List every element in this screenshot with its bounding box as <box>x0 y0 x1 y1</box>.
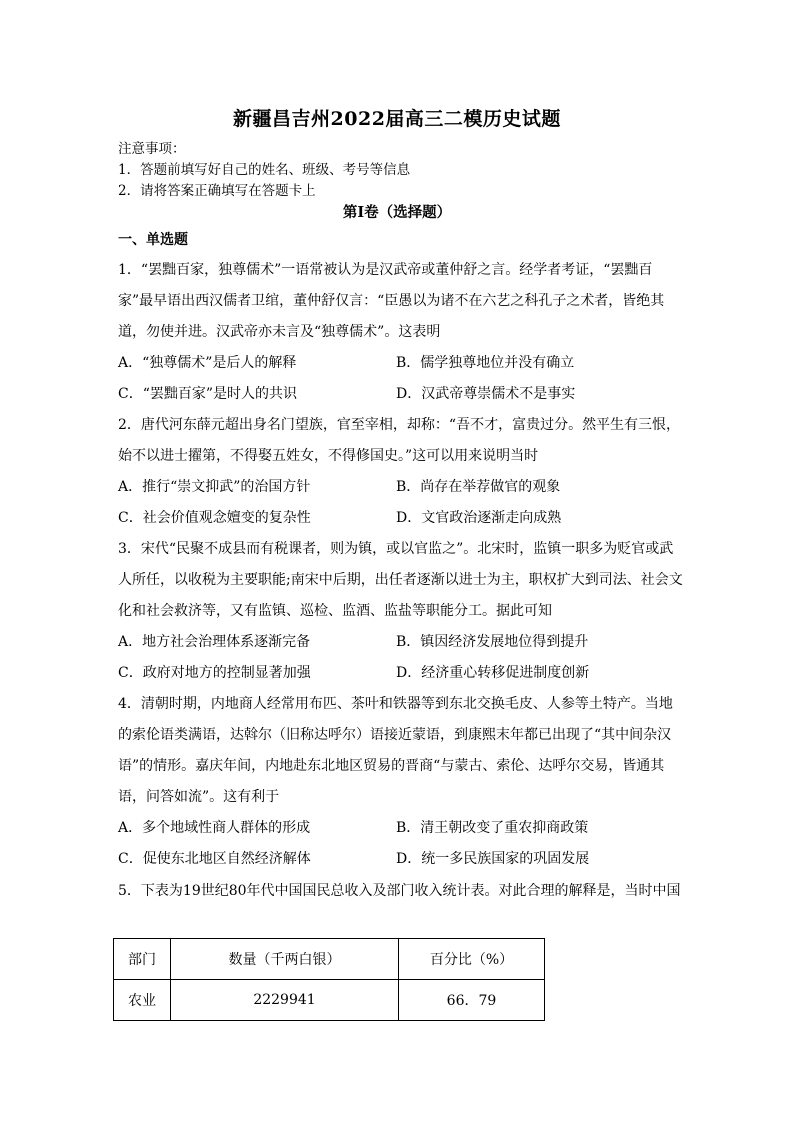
table-header-row <box>114 939 545 980</box>
table-header-cell: 部门 <box>114 939 171 980</box>
question-2-stem: 2．唐代河东薛元超出身名门望族，官至宰相，却称：“吾不才，富贵过分。然平生有三恨，始不以进士擢第，不得娶五姓女，不得修国史。”这可以用来说明当时 <box>118 417 681 464</box>
part-title: 一、单选题 <box>118 232 188 248</box>
notes-block <box>118 139 410 202</box>
option-c: C．“罢黜百家”是时人的共识 <box>118 386 298 402</box>
table-cell: 66．79 <box>399 980 545 1021</box>
option-b: B．儒学独尊地位并没有确立 <box>396 355 575 371</box>
table-cell: 农业 <box>114 980 171 1021</box>
table-header-cell: 数量（千两白银） <box>171 939 399 980</box>
question-5-stem: 5．下表为19世纪80年代中国国民总收入及部门收入统计表。对此合理的解释是，当时中国 <box>118 883 681 899</box>
question-4-stem: 4．清朝时期，内地商人经常用布匹、茶叶和铁器等到东北交换毛皮、人参等土特产。当地的索伦语类满语，达斡尔（旧称达呼尔）语接近蒙语，到康熙末年都已出现了“其中间杂汉语”的情形。嘉庆年间，内地赴东北地区贸易的晋商“与蒙古、索伦、达呼尔交易，皆通其语，问答如流”。这有利于 <box>118 696 673 805</box>
option-c: C．政府对地方的控制显著加强 <box>118 665 311 681</box>
option-a: A．“独尊儒术”是后人的解释 <box>118 355 297 371</box>
option-c: C．社会价值观念嬗变的复杂性 <box>118 510 311 526</box>
question-4-options <box>118 813 684 875</box>
question-1-options <box>118 348 684 410</box>
question-3-stem: 3．宋代“民聚不成县而有税课者，则为镇，或以官监之”。北宋时，监镇一职多为贬官或武人所任，以收税为主要职能;南宋中后期，出任者逐渐以进士为主，职权扩大到司法、社会文化和社会救济等，又有监镇、巡检、监酒、监盐等职能分工。据此可知 <box>118 541 683 619</box>
option-b: B．尚存在举荐做官的观象 <box>396 479 561 495</box>
option-d: D．经济重心转移促进制度创新 <box>396 665 590 681</box>
option-a: A．多个地域性商人群体的形成 <box>118 820 311 836</box>
option-d: D．汉武帝尊崇儒术不是事实 <box>396 386 576 402</box>
question-3-options <box>118 627 684 689</box>
table-cell: 2229941 <box>171 980 399 1021</box>
option-c: C．促使东北地区自然经济解体 <box>118 851 311 867</box>
page-title: 新疆昌吉州2022届高三二模历史试题 <box>233 108 561 130</box>
notes-item: 2．请将答案正确填写在答题卡上 <box>118 183 316 199</box>
option-b: B．镇因经济发展地位得到提升 <box>396 634 589 650</box>
income-table <box>113 938 545 1021</box>
table-row <box>114 980 545 1021</box>
option-a: A．推行“崇文抑武”的治国方针 <box>118 479 311 495</box>
section-title: 第I卷（选择题） <box>342 204 452 221</box>
option-d: D．文官政治逐渐走向成熟 <box>396 510 562 526</box>
notes-item: 1．答题前填写好自己的姓名、班级、考号等信息 <box>118 162 411 178</box>
option-b: B．清王朝改变了重农抑商政策 <box>396 820 589 836</box>
question-2-options <box>118 472 684 534</box>
notes-heading: 注意事项： <box>118 141 186 157</box>
question-1-stem: 1．“罢黜百家，独尊儒术”一语常被认为是汉武帝或董仲舒之言。经学者考证，“罢黜百家”最早语出西汉儒者卫绾，董仲舒仅言：“臣愚以为诸不在六艺之科孔子之术者，皆绝其道，勿使并进。汉武帝亦未言及“独尊儒术”。这表明 <box>118 262 665 340</box>
option-a: A．地方社会治理体系逐渐完备 <box>118 634 311 650</box>
table-header-cell: 百分比（%） <box>399 939 545 980</box>
option-d: D．统一多民族国家的巩固发展 <box>396 851 590 867</box>
